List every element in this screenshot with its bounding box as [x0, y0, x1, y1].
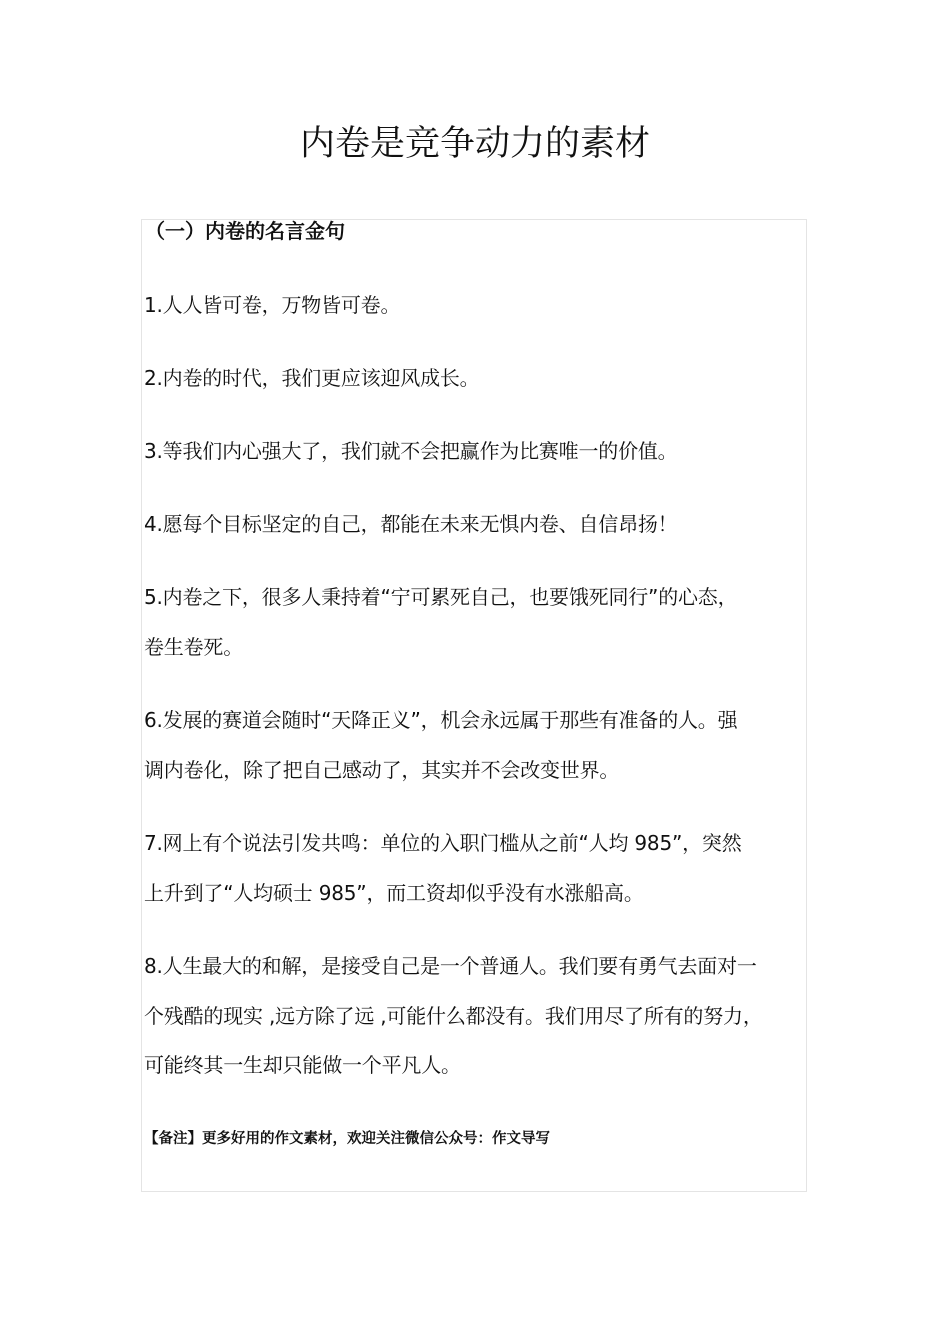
quote-5 [144, 573, 816, 672]
quote-line: 上升到了“人均硕士 985”，而工资却似乎没有水涨船高。 [144, 880, 644, 905]
quote-line: 6.发展的赛道会随时“天降正义”，机会永远属于那些有准备的人。强 [144, 708, 738, 732]
quote-line: 1.人人皆可卷，万物皆可卷。 [144, 293, 401, 317]
quote-4 [144, 500, 816, 550]
quote-6 [144, 696, 816, 795]
quote-line: 可能终其一生却只能做一个平凡人。 [144, 1053, 461, 1077]
quote-line: 个残酷的现实 ,远方除了远 ,可能什么都没有。我们用尽了所有的努力， [144, 1003, 763, 1028]
quote-line: 4.愿每个目标坚定的自己，都能在未来无惧内卷、自信昂扬！ [144, 512, 678, 536]
quote-line: 卷生卷死。 [144, 634, 243, 659]
quote-7 [144, 819, 816, 918]
quote-2 [144, 354, 816, 404]
quote-line: 7.网上有个说法引发共鸣：单位的入职门槛从之前“人均 985”，突然 [144, 831, 742, 855]
quote-3 [144, 427, 816, 477]
quote-8 [144, 942, 816, 1091]
footnote: 【备注】更多好用的作文素材，欢迎关注微信公众号：作文导写 [144, 1131, 550, 1147]
quote-line: 5.内卷之下，很多人秉持着“宁可累死自己，也要饿死同行”的心态， [144, 585, 738, 609]
page-title: 内卷是竞争动力的素材 [299, 124, 650, 164]
quote-1 [144, 281, 816, 331]
section-heading: （一）内卷的名言金句 [145, 219, 345, 243]
quote-line: 2.内卷的时代，我们更应该迎风成长。 [144, 366, 480, 390]
quote-line: 8.人生最大的和解，是接受自己是一个普通人。我们要有勇气去面对一 [144, 954, 757, 978]
quote-line: 调内卷化，除了把自己感动了，其实并不会改变世界。 [144, 757, 620, 782]
quote-line: 3.等我们内心强大了，我们就不会把赢作为比赛唯一的价值。 [144, 439, 678, 463]
